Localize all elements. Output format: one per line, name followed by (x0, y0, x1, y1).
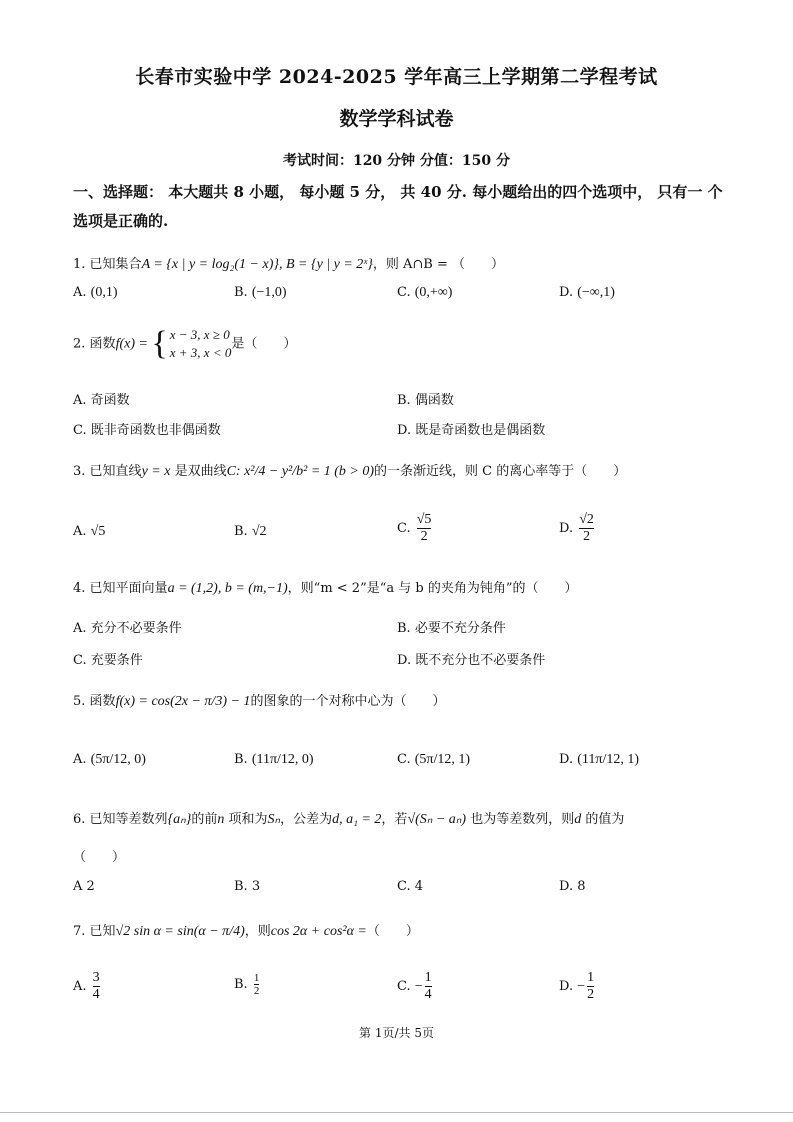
option-d: D. 既是奇函数也是偶函数 (397, 423, 546, 438)
piecewise-function: { x − 3, x ≥ 0 x + 3, x < 0 (151, 325, 232, 362)
option-c: C. (0,+∞) (397, 285, 453, 300)
option-b: B. 偶函数 (397, 393, 454, 408)
option-a: A. $\frac{3}{4}$ (73, 970, 100, 1002)
option-d: D. 既不充分也不必要条件 (397, 653, 546, 668)
question-6: 6. 已知等差数列{aₙ}的前n 项和为Sₙ，公差为d, a₁ = 2，若√(Sₙ − aₙ) 也为等差数列，则d 的值为 (73, 812, 625, 827)
exam-subtitle: 数学学科试卷 (339, 108, 454, 130)
set-definition: A = {x | y = log₂(1 − x)}, B = {y | y = 2ˣ} (141, 257, 373, 272)
hyperbola-equation: C: x²/4 − y²/b² = 1 (b > 0) (226, 464, 375, 479)
option-d: D. $\frac{√2}{2}$ (559, 512, 594, 544)
option-a: A. (5π/12, 0) (73, 752, 146, 767)
option-b: B. (−1,0) (234, 285, 287, 300)
question-3: 3. 已知直线y = x 是双曲线C: x²/4 − y²/b² = 1 (b > 0)的一条渐近线，则 C 的离心率等于（ ） (73, 464, 627, 479)
option-d: D. 8 (559, 879, 586, 894)
option-c: C. 既非奇函数也非偶函数 (73, 423, 221, 438)
question-4: 4. 已知平面向量a = (1,2), b = (m,−1)，则“m < 2”是“a 与 b 的夹角为钝角”的（ ） (73, 581, 578, 596)
exam-title: 长春市实验中学 2024-2025 学年高三上学期第二学程考试 (135, 66, 658, 88)
option-d: D. (−∞,1) (559, 285, 615, 300)
option-d: D. (11π/12, 1) (559, 752, 639, 767)
cosine-function: f(x) = cos(2x − π/3) − 1 (115, 694, 251, 709)
option-a: A. 奇函数 (73, 393, 130, 408)
option-a: A 2 (73, 879, 95, 894)
option-c: C. (5π/12, 1) (397, 752, 471, 767)
question-1: 1. 已知集合A = {x | y = log₂(1 − x)}, B = {y | y = 2ˣ}，则 A∩B = （ ） (73, 257, 504, 272)
option-b: B. (11π/12, 0) (234, 752, 314, 767)
question-2: 2. 函数f(x) = { x − 3, x ≥ 0 x + 3, x < 0 是（ ） (73, 325, 297, 362)
option-b: B. 必要不充分条件 (397, 621, 506, 636)
page-bottom-divider (0, 1112, 793, 1113)
exam-info: 考试时间：120 分钟 分值：150 分 (282, 153, 511, 169)
page-number: 第 1页/共 5页 (359, 1026, 434, 1040)
option-c: C. $\frac{√5}{2}$ (397, 512, 432, 544)
question-7: 7. 已知√2 sin α = sin(α − π/4)，则cos 2α + cos²α =（ ） (73, 924, 419, 939)
option-c: C. 4 (397, 879, 424, 894)
vector-definition: a = (1,2), b = (m,−1) (167, 581, 288, 596)
trig-equation: √2 sin α = sin(α − π/4) (115, 924, 245, 939)
option-a: A. (0,1) (73, 285, 118, 300)
option-b: B. $\frac{1}{2}$ (234, 972, 260, 997)
option-b: B. √2 (234, 524, 267, 539)
question-6-paren: （ ） (73, 850, 126, 865)
option-a: A. √5 (73, 524, 106, 539)
section-heading: 一、选择题： 本大题共 8 小题， 每小题 5 分， 共 40 分. 每小题给出的四个选项中， 只有一 个选项是正确的. (73, 183, 723, 230)
question-5: 5. 函数f(x) = cos(2x − π/3) − 1的图象的一个对称中心为（ ） (73, 694, 446, 709)
option-d: D. − $\frac{1}{2}$ (559, 970, 595, 1002)
option-c: C. 充要条件 (73, 653, 143, 668)
option-b: B. 3 (234, 879, 261, 894)
option-c: C. − $\frac{1}{4}$ (397, 970, 432, 1002)
option-a: A. 充分不必要条件 (73, 621, 182, 636)
